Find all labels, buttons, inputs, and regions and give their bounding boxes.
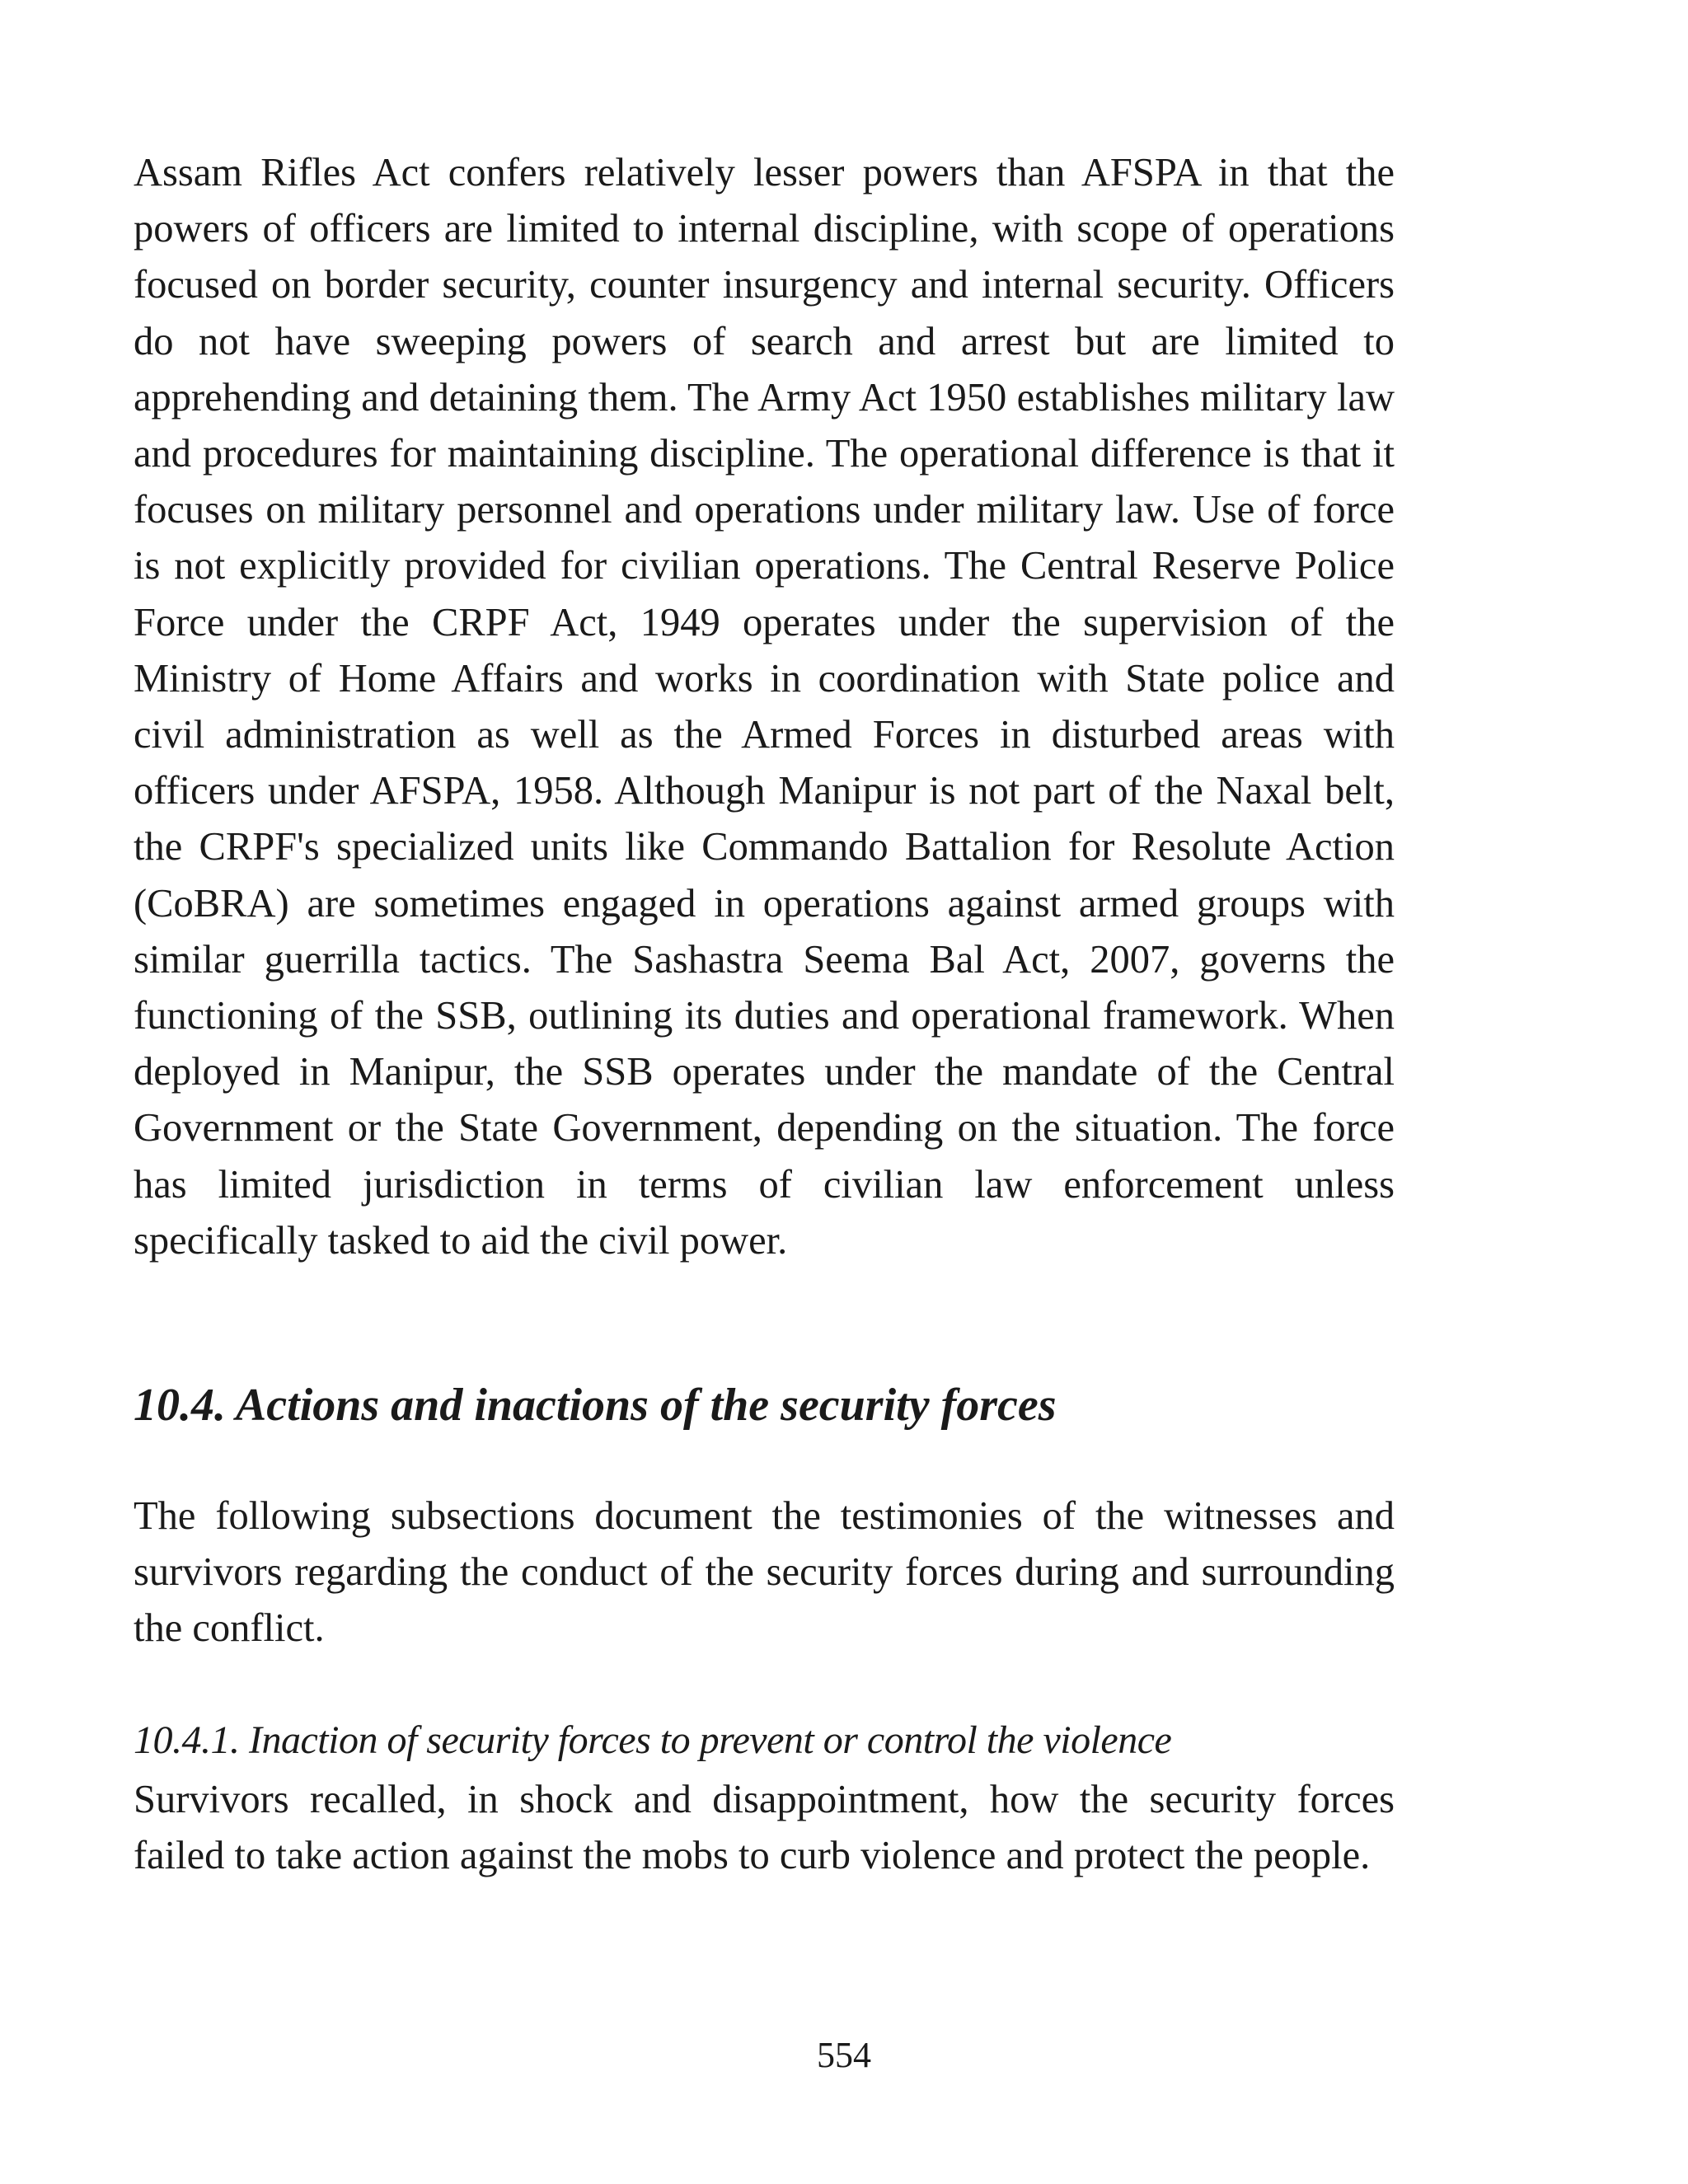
subsection-heading: 10.4.1. Inaction of security forces to prevent or control the violence [134, 1718, 1172, 1762]
section-heading: 10.4. Actions and inactions of the security forces [134, 1380, 1057, 1431]
body-paragraph-2: The following subsections document the testimonies of the witnesses and survivors regarding the conduct of the security forces during and surrounding the conflict. [134, 1494, 1395, 1651]
body-paragraph-3: Survivors recalled, in shock and disappointment, how the security forces failed to take action against the mobs to curb violence and protect the people. [134, 1778, 1395, 1878]
body-paragraph-1: Assam Rifles Act confers relatively lesser powers than AFSPA in that the powers of officers are limited to internal discipline, with scope of operations focused on border security, counter insurgency and internal security. Officers do not have sweeping powers of search and arrest but are limited to apprehending and detaining them. The Army Act 1950 establishes military law and procedures for maintaining discipline. The operational difference is that it focuses on military personnel and operations under military law. Use of force is not explicitly provided for civilian operations. The Central Reserve Police Force under the CRPF Act, 1949 operates under the supervision of the Ministry of Home Affairs and works in coordination with State police and civil administration as well as the Armed Forces in disturbed areas with officers under AFSPA, 1958. Although Manipur is not part of the Naxal belt, the CRPF's specialized units like Commando Battalion for Resolute Action (CoBRA) are sometimes engaged in operations against armed groups with similar guerrilla tactics. The Sashastra Seema Bal Act, 2007, governs the functioning of the SSB, outlining its duties and operational framework. When deployed in Manipur, the SSB operates under the mandate of the Central Government or the State Government, depending on the situation. The force has limited jurisdiction in terms of civilian law enforcement unless specifically tasked to aid the civil power. [134, 151, 1395, 1263]
page-number: 554 [817, 2035, 871, 2075]
